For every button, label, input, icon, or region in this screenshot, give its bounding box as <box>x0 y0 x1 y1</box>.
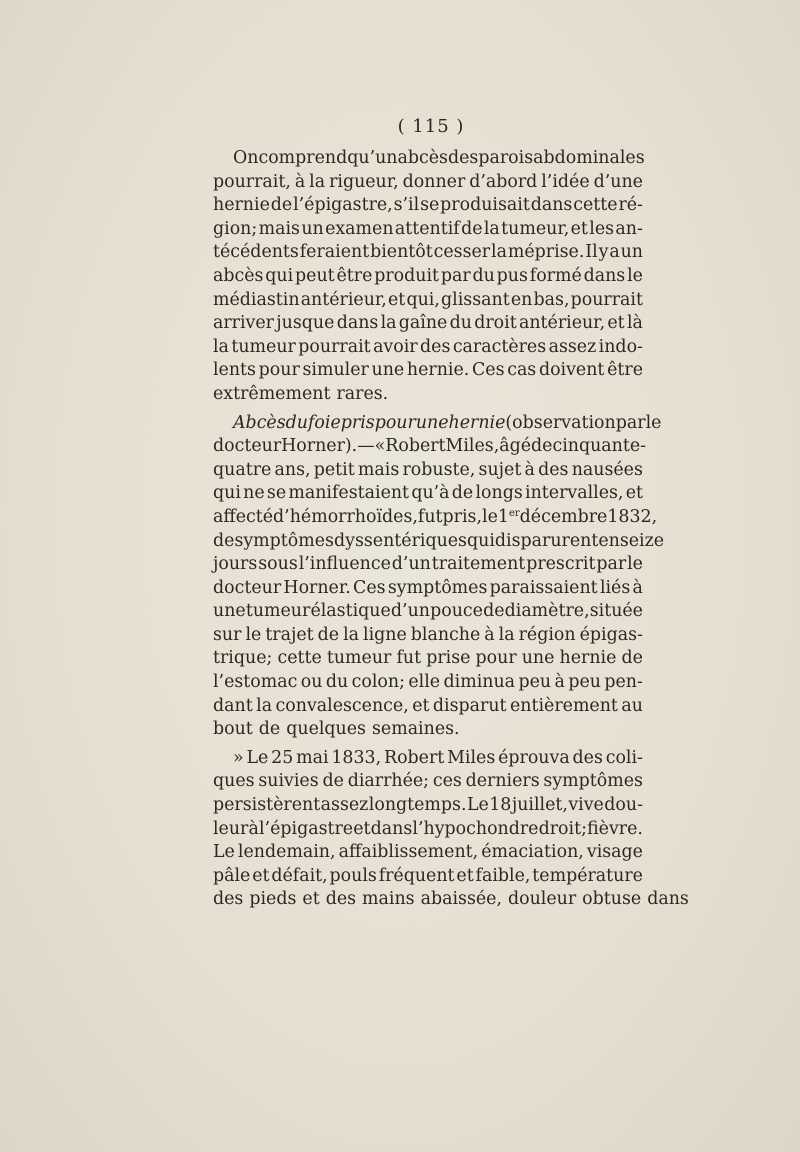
text-line: une tumeur élastique d’un pouce de diamètre, située <box>213 601 643 622</box>
text-line: bout de quelques semaines. <box>213 719 460 740</box>
text-line: persistèrent assez longtemps. Le 18 juillet, vive dou- <box>213 795 643 816</box>
text-line: técédents feraient bientôt cesser la méprise. Il y a un <box>213 242 643 263</box>
text-line: gion; mais un examen attentif de la tumeur, et les an- <box>213 218 643 239</box>
page-number: ( 115 ) <box>397 116 465 137</box>
text-line: pâle et défait, pouls fréquent et faible, température <box>213 865 643 886</box>
text-line: la tumeur pourrait avoir des caractères assez indo- <box>213 336 643 357</box>
text-line: médiastin antérieur, et qui, glissant en bas, pourrait <box>213 289 643 310</box>
text-line: docteur Horner). — « Robert Miles, âgé de cinquante- <box>213 436 647 457</box>
text-line: lents pour simuler une hernie. Ces cas doivent être <box>213 360 643 381</box>
text-line: des pieds et des mains abaissée, douleur obtuse dans <box>213 889 689 910</box>
text-line: sur le trajet de la ligne blanche à la région épigas- <box>213 624 643 645</box>
text-line: ques suivies de diarrhée; ces derniers symptômes <box>213 771 643 792</box>
text-line: affecté d’hémorrhoïdes, fut pris, le 1er décembre 1832, <box>213 506 658 527</box>
text-line: extrêmement rares. <box>213 383 389 404</box>
text-line: leur à l’épigastre et dans l’hypochondre droit; fièvre. <box>213 818 643 839</box>
text-line: Abcès du foie pris pour une hernie (observation par le <box>233 412 662 433</box>
text-line: trique; cette tumeur fut prise pour une hernie de <box>213 648 643 669</box>
text-line: abcès qui peut être produit par du pus formé dans le <box>213 265 643 286</box>
text-line: pourrait, à la rigueur, donner d’abord l’idée d’une <box>213 171 643 192</box>
text-line: hernie de l’épigastre, s’il se produisait dans cette ré- <box>213 195 643 216</box>
text-line: Le lendemain, affaiblissement, émaciation, visage <box>213 842 643 863</box>
text-line: On comprend qu’un abcès des parois abdominales <box>233 148 645 168</box>
text-line: de symptômes dyssentériques qui disparurent en seize <box>213 530 665 551</box>
text-line: quatre ans, petit mais robuste, sujet à des nausées <box>213 459 643 480</box>
text-line: l’estomac ou du colon; elle diminua peu à peu pen- <box>213 672 643 693</box>
body-text <box>213 147 689 912</box>
text-line: jours sous l’influence d’un traitement prescrit par le <box>213 554 643 575</box>
text-line: docteur Horner. Ces symptômes paraissaient liés à <box>213 577 643 598</box>
text-line: arriver jusque dans la gaîne du droit antérieur, et là <box>213 313 643 334</box>
text-line: dant la convalescence, et disparut entièrement au <box>213 695 643 716</box>
text-line: qui ne se manifestaient qu’à de longs intervalles, et <box>213 483 643 504</box>
text-line: » Le 25 mai 1833, Robert Miles éprouva des coli- <box>233 747 643 768</box>
